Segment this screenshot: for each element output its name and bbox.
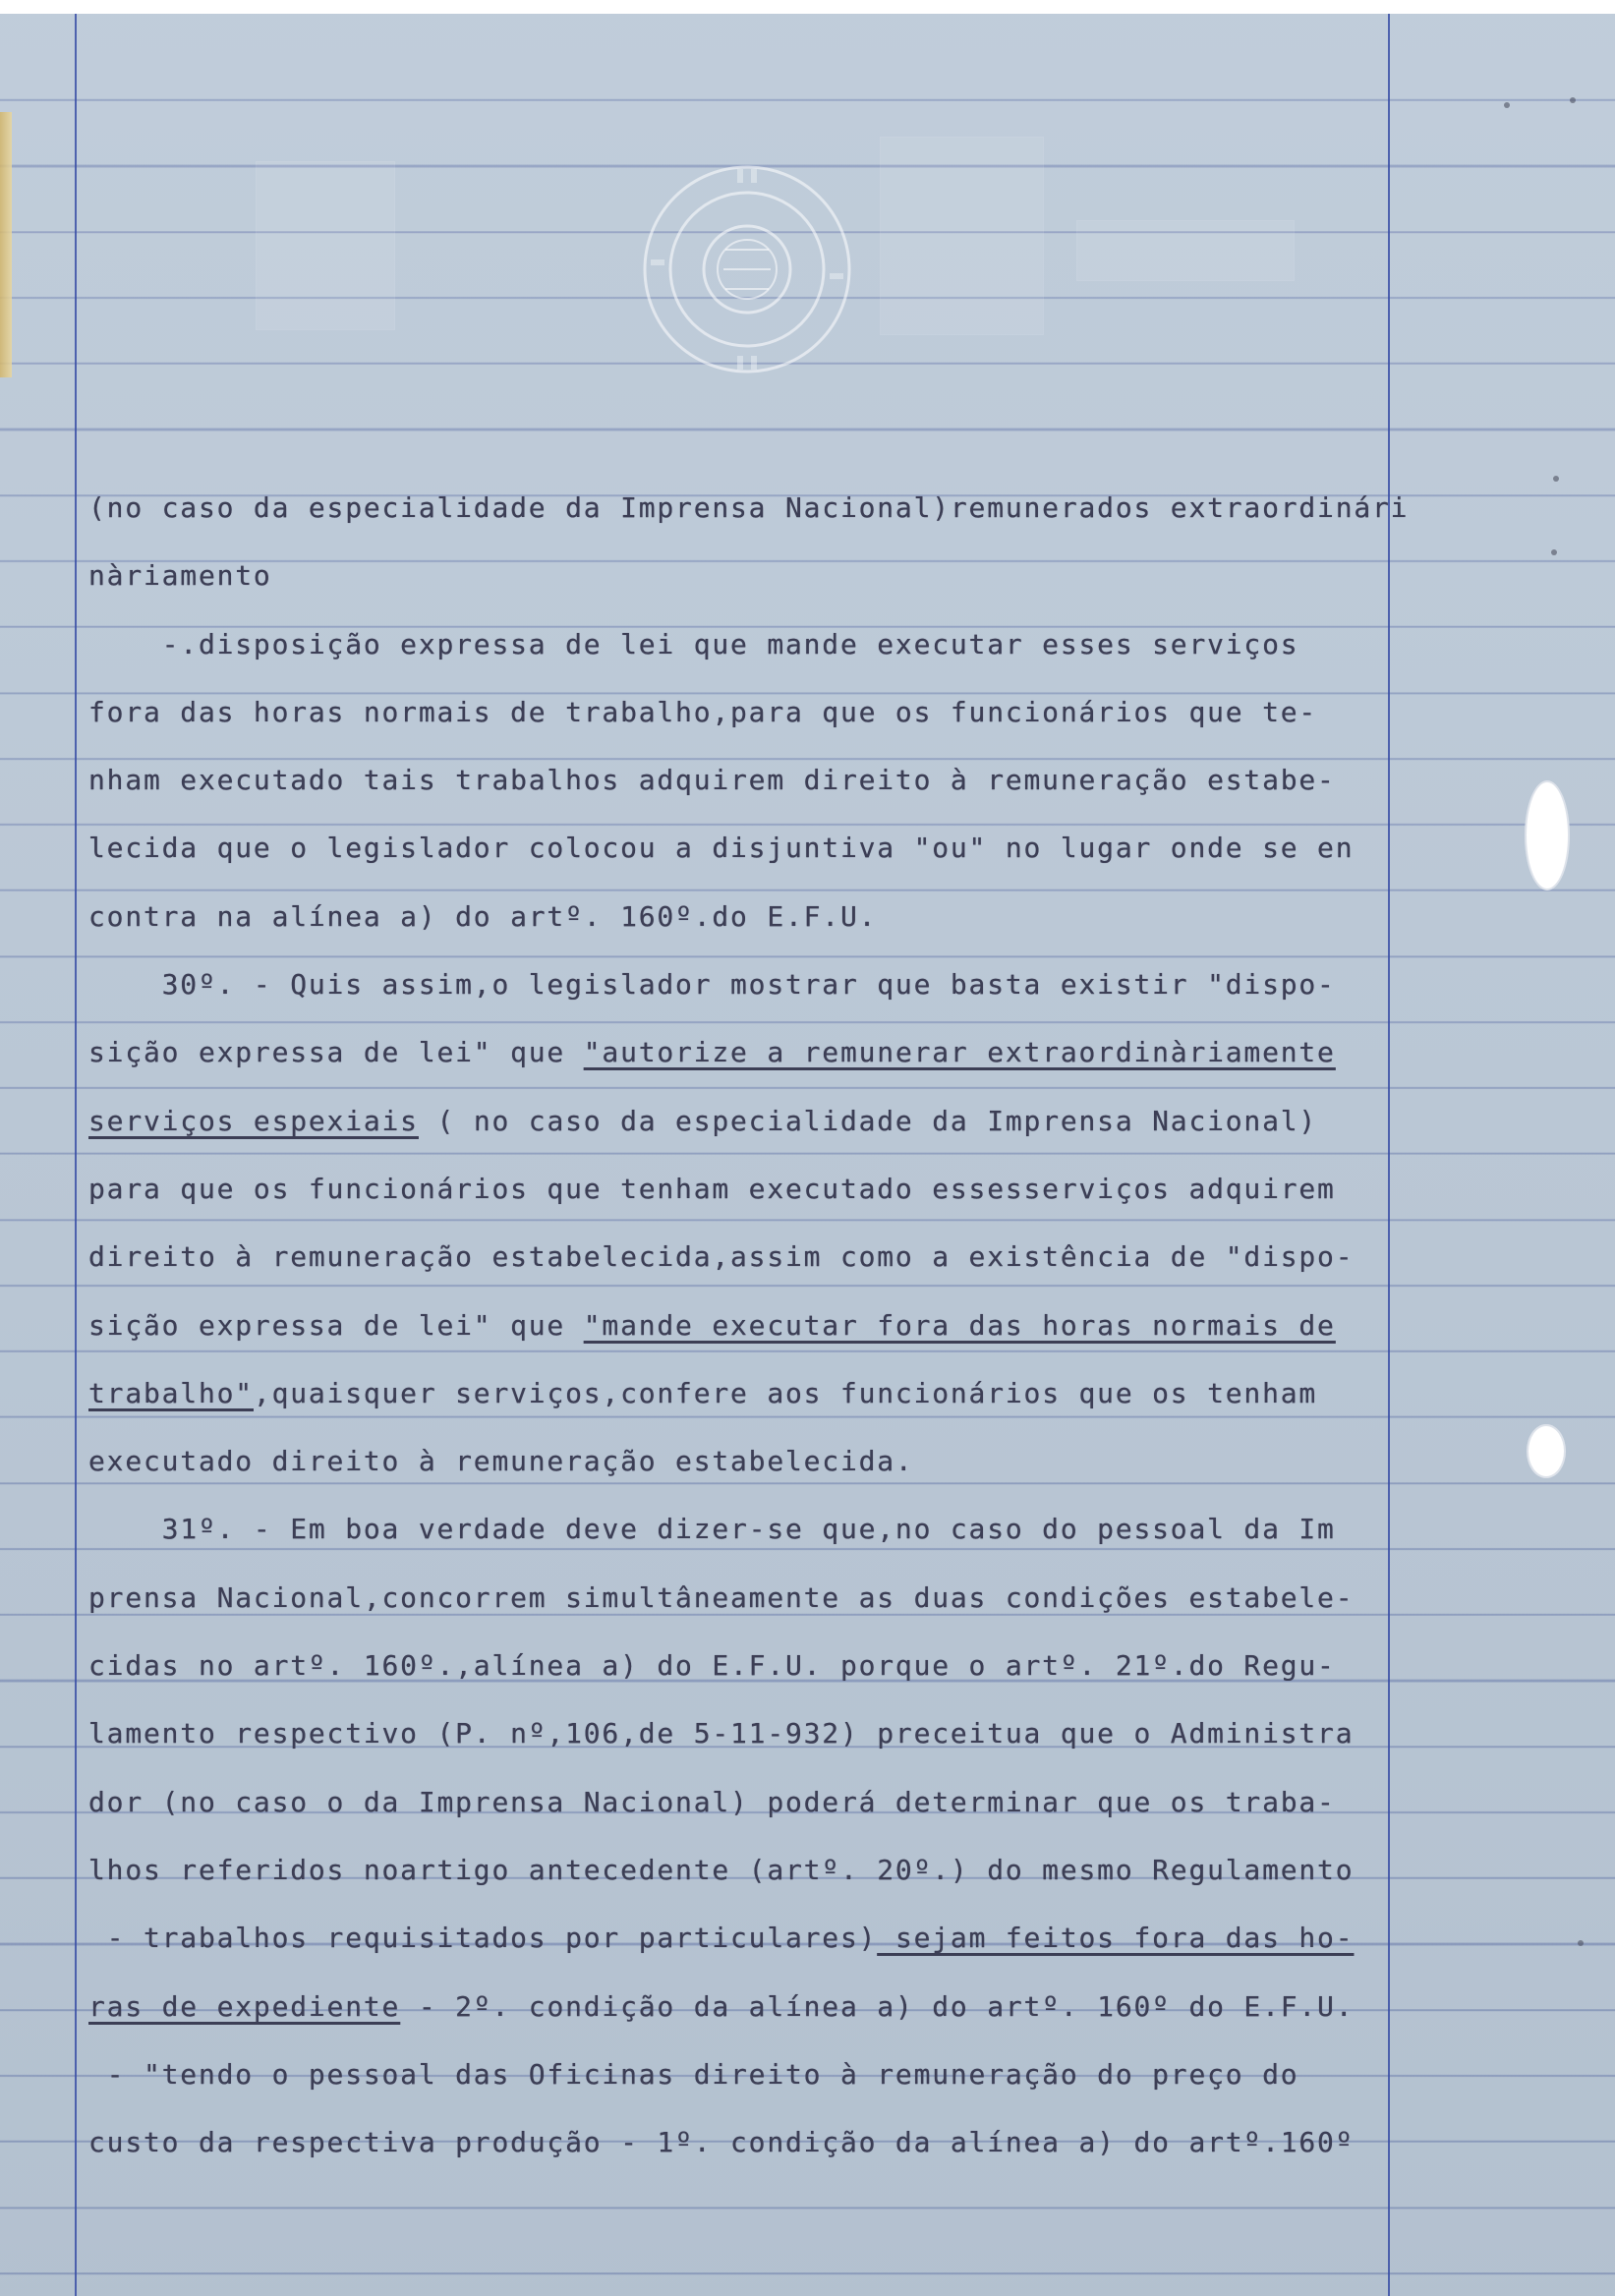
text-line [88,1973,1425,2040]
underlined-text: "mande executar fora das horas normais de [583,1308,1336,1342]
text-line: executado direito à remuneração estabelecida. [88,1445,914,1478]
speck [1578,1940,1584,1946]
faint-stamp-text [1076,220,1295,281]
text-line [88,1904,1425,1972]
underlined-text: trabalho" [88,1376,254,1409]
text-segment: ,quaisquer serviços,confere aos funcionários que os tenham [253,1376,1318,1409]
typed-body [88,474,1425,2176]
text-line [88,1018,1425,1086]
text-line: nàriamento [88,559,272,593]
text-line: -.disposição expressa de lei que mande executar esses serviços [88,627,1299,660]
text-line: para que os funcionários que tenham executado essesserviços adquirem [88,1172,1336,1205]
left-margin-line [75,14,77,2296]
text-line [88,1292,1425,1359]
text-line: lamento respectivo (P. nº,106,de 5-11-932) preceitua que o Administra [88,1717,1355,1751]
speck [1551,549,1557,555]
text-segment: sição expressa de lei" que [88,1036,584,1069]
text-line: lecida que o legislador colocou a disjuntiva "ou" no lugar onde se en [88,832,1355,865]
text-line: 31º. - Em boa verdade deve dizer-se que,no caso do pessoal da Im [88,1513,1336,1546]
paragraph [88,474,1425,950]
text-segment: ( no caso da especialidade da Imprensa Nacional) [418,1104,1318,1137]
text-line: nham executado tais trabalhos adquirem direito à remuneração estabe- [88,764,1336,797]
text-segment: sição expressa de lei" que [88,1308,584,1342]
faint-stamp-left [256,161,395,330]
punch-hole-bottom [1527,1424,1566,1478]
paper-sheet [0,14,1615,2296]
text-line [88,1087,1425,1155]
punch-hole-top [1525,780,1570,890]
paragraph-30 [88,950,1425,1495]
paragraph-31 [88,1495,1425,2176]
underlined-text: "autorize a remunerar extraordinàriamente [583,1036,1336,1069]
text-line: (no caso da especialidade da Imprensa Nacional)remunerados extraordinári [88,491,1410,524]
text-line: cidas no artº. 160º.,alínea a) do E.F.U. porque o artº. 21º.do Regu- [88,1649,1336,1683]
text-line: - "tendo o pessoal das Oficinas direito à remuneração do preço do [88,2057,1299,2091]
paper-edge-strip [0,112,12,377]
speck [1504,102,1510,108]
text-line: lhos referidos noartigo antecedente (artº. 20º.) do mesmo Regulamento [88,1853,1355,1886]
embossed-seal [629,151,865,387]
underlined-text: sejam feitos fora das ho- [877,1922,1355,1955]
faint-stamp-right [880,137,1044,335]
text-line: direito à remuneração estabelecida,assim como a existência de "dispo- [88,1240,1355,1274]
text-line: custo da respectiva produção - 1º. condição da alínea a) do artº.160º [88,2126,1355,2159]
text-line [88,1359,1425,1427]
speck [1570,97,1576,103]
underlined-text: ras de expediente [88,1989,401,2023]
text-line: dor (no caso o da Imprensa Nacional) poderá determinar que os traba- [88,1785,1336,1818]
underlined-text: serviços espexiais [88,1104,419,1137]
text-segment: - trabalhos requisitados por particulares) [88,1922,878,1955]
text-line: fora das horas normais de trabalho,para que os funcionários que te- [88,695,1318,728]
text-line: contra na alínea a) do artº. 160º.do E.F.U. [88,899,878,933]
speck [1553,476,1559,482]
text-line: prensa Nacional,concorrem simultâneamente as duas condições estabele- [88,1580,1355,1614]
text-segment: - 2º. condição da alínea a) do artº. 160º do E.F.U. [400,1989,1355,2023]
text-line: 30º. - Quis assim,o legislador mostrar que basta existir "dispo- [88,968,1336,1002]
